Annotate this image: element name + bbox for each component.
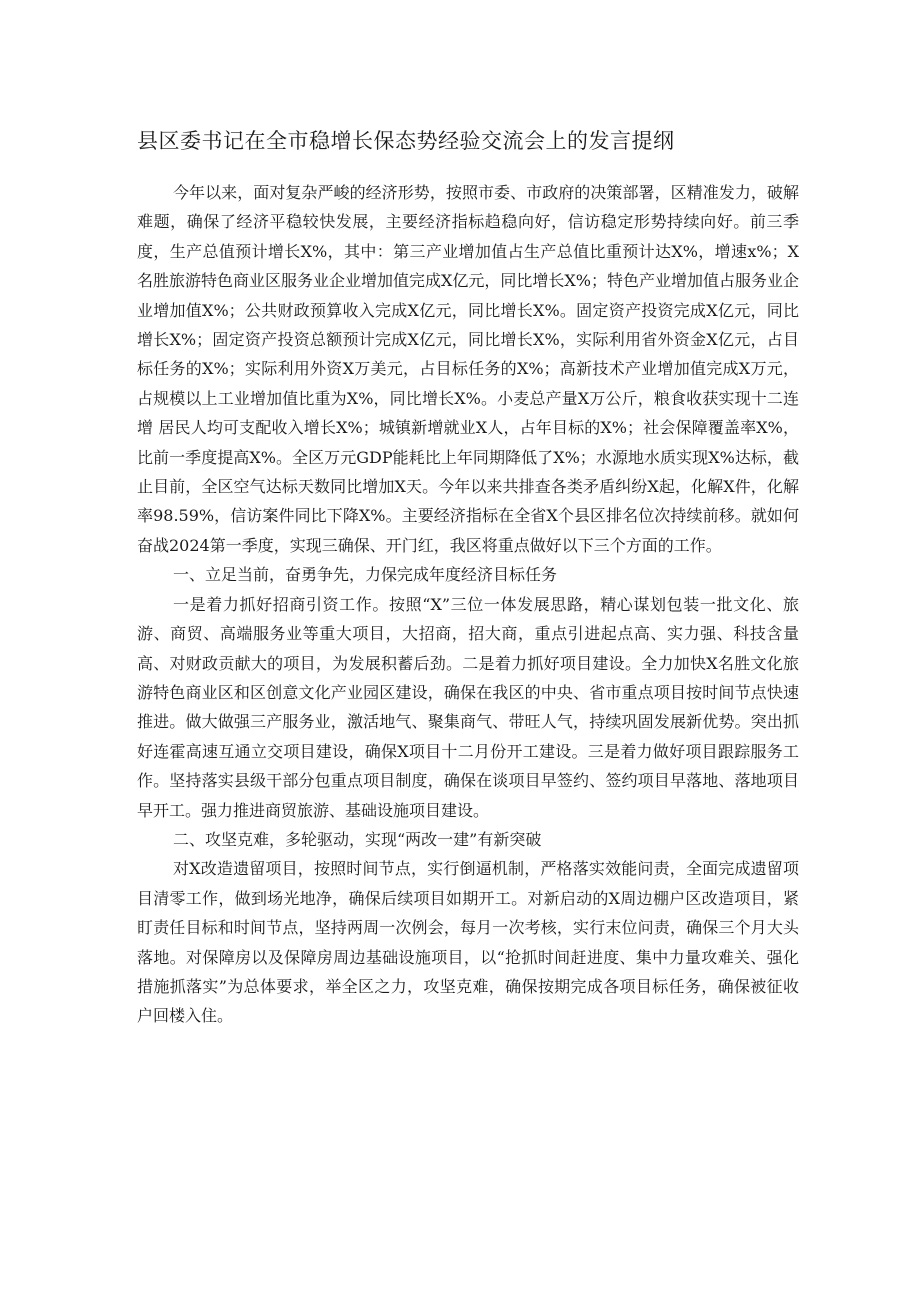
- section-heading-2: 二、攻坚克难，多轮驱动，实现“两改一建”有新突破: [173, 829, 542, 849]
- document-body: [137, 178, 799, 1031]
- section-2-paragraph: 对X改造遗留项目，按照时间节点，实行倒逼机制，严格落实效能问责，全面完成遗留项目清零工作，做到场光地净，确保后续项目如期开工。对新启动的X周边棚户区改造项目，紧盯责任目标和时间节点，坚持两周一次例会，每月一次考核，实行末位问责，确保三个月大头落地。对保障房以及保障房周边基础设施项目，以“抢抓时间赶进度、集中力量攻难关、强化措施抓落实”为总体要求，举全区之力，攻坚克难，确保按期完成各项目标任务，确保被征收户回楼入住。: [137, 859, 799, 1026]
- intro-paragraph: 今年以来，面对复杂严峻的经济形势，按照市委、市政府的决策部署，区精准发力，破解难题，确保了经济平稳较快发展，主要经济指标趋稳向好，信访稳定形势持续向好。前三季度，生产总值预计增长X%，其中：第三产业增加值占生产总值比重预计达X%，增速x%；X名胜旅游特色商业区服务业企业增加值完成X亿元，同比增长X%；特色产业增加值占服务业企业增加值X%；公共财政预算收入完成X亿元，同比增长X%。固定资产投资完成X亿元，同比增长X%；固定资产投资总额预计完成X亿元，同比增长X%，实际利用省外资金X亿元，占目标任务的X%；实际利用外资X万美元，占目标任务的X%；高新技术产业增加值完成X万元，占规模以上工业增加值比重为X%，同比增长X%。小麦总产量X万公斤，粮食收获实现十二连增 居民人均可支配收入增长X%；城镇新增就业X人，占年目标的X%；社会保障覆盖率X%，比前一季度提高X%。全区万元GDP能耗比上年同期降低了X%；水源地水质实现X%达标，截止目前，全区空气达标天数同比增加X天。今年以来共排查各类矛盾纠纷X起，化解X件，化解率98.59%，信访案件同比下降X%。主要经济指标在全省X个县区排名位次持续前移。就如何奋战2024第一季度，实现三确保、开门红，我区将重点做好以下三个方面的工作。: [137, 183, 799, 555]
- section-1-paragraph: 一是着力抓好招商引资工作。按照“X”三位一体发展思路，精心谋划包装一批文化、旅游、商贸、高端服务业等重大项目，大招商，招大商，重点引进起点高、实力强、科技含量高、对财政贡献大的项目，为发展积蓄后劲。二是着力抓好项目建设。全力加快X名胜文化旅游特色商业区和区创意文化产业园区建设，确保在我区的中央、省市重点项目按时间节点快速推进。做大做强三产服务业，激活地气、聚集商气、带旺人气，持续巩固发展新优势。突出抓好连霍高速互通立交项目建设，确保X项目十二月份开工建设。三是着力做好项目跟踪服务工作。坚持落实县级干部分包重点项目制度，确保在谈项目早签约、签约项目早落地、落地项目早开工。强力推进商贸旅游、基础设施项目建设。: [137, 594, 799, 820]
- section-heading-1: 一、立足当前，奋勇争先，力保完成年度经济目标任务: [173, 565, 558, 585]
- document-title: 县区委书记在全市稳增长保态势经验交流会上的发言提纲: [137, 129, 675, 153]
